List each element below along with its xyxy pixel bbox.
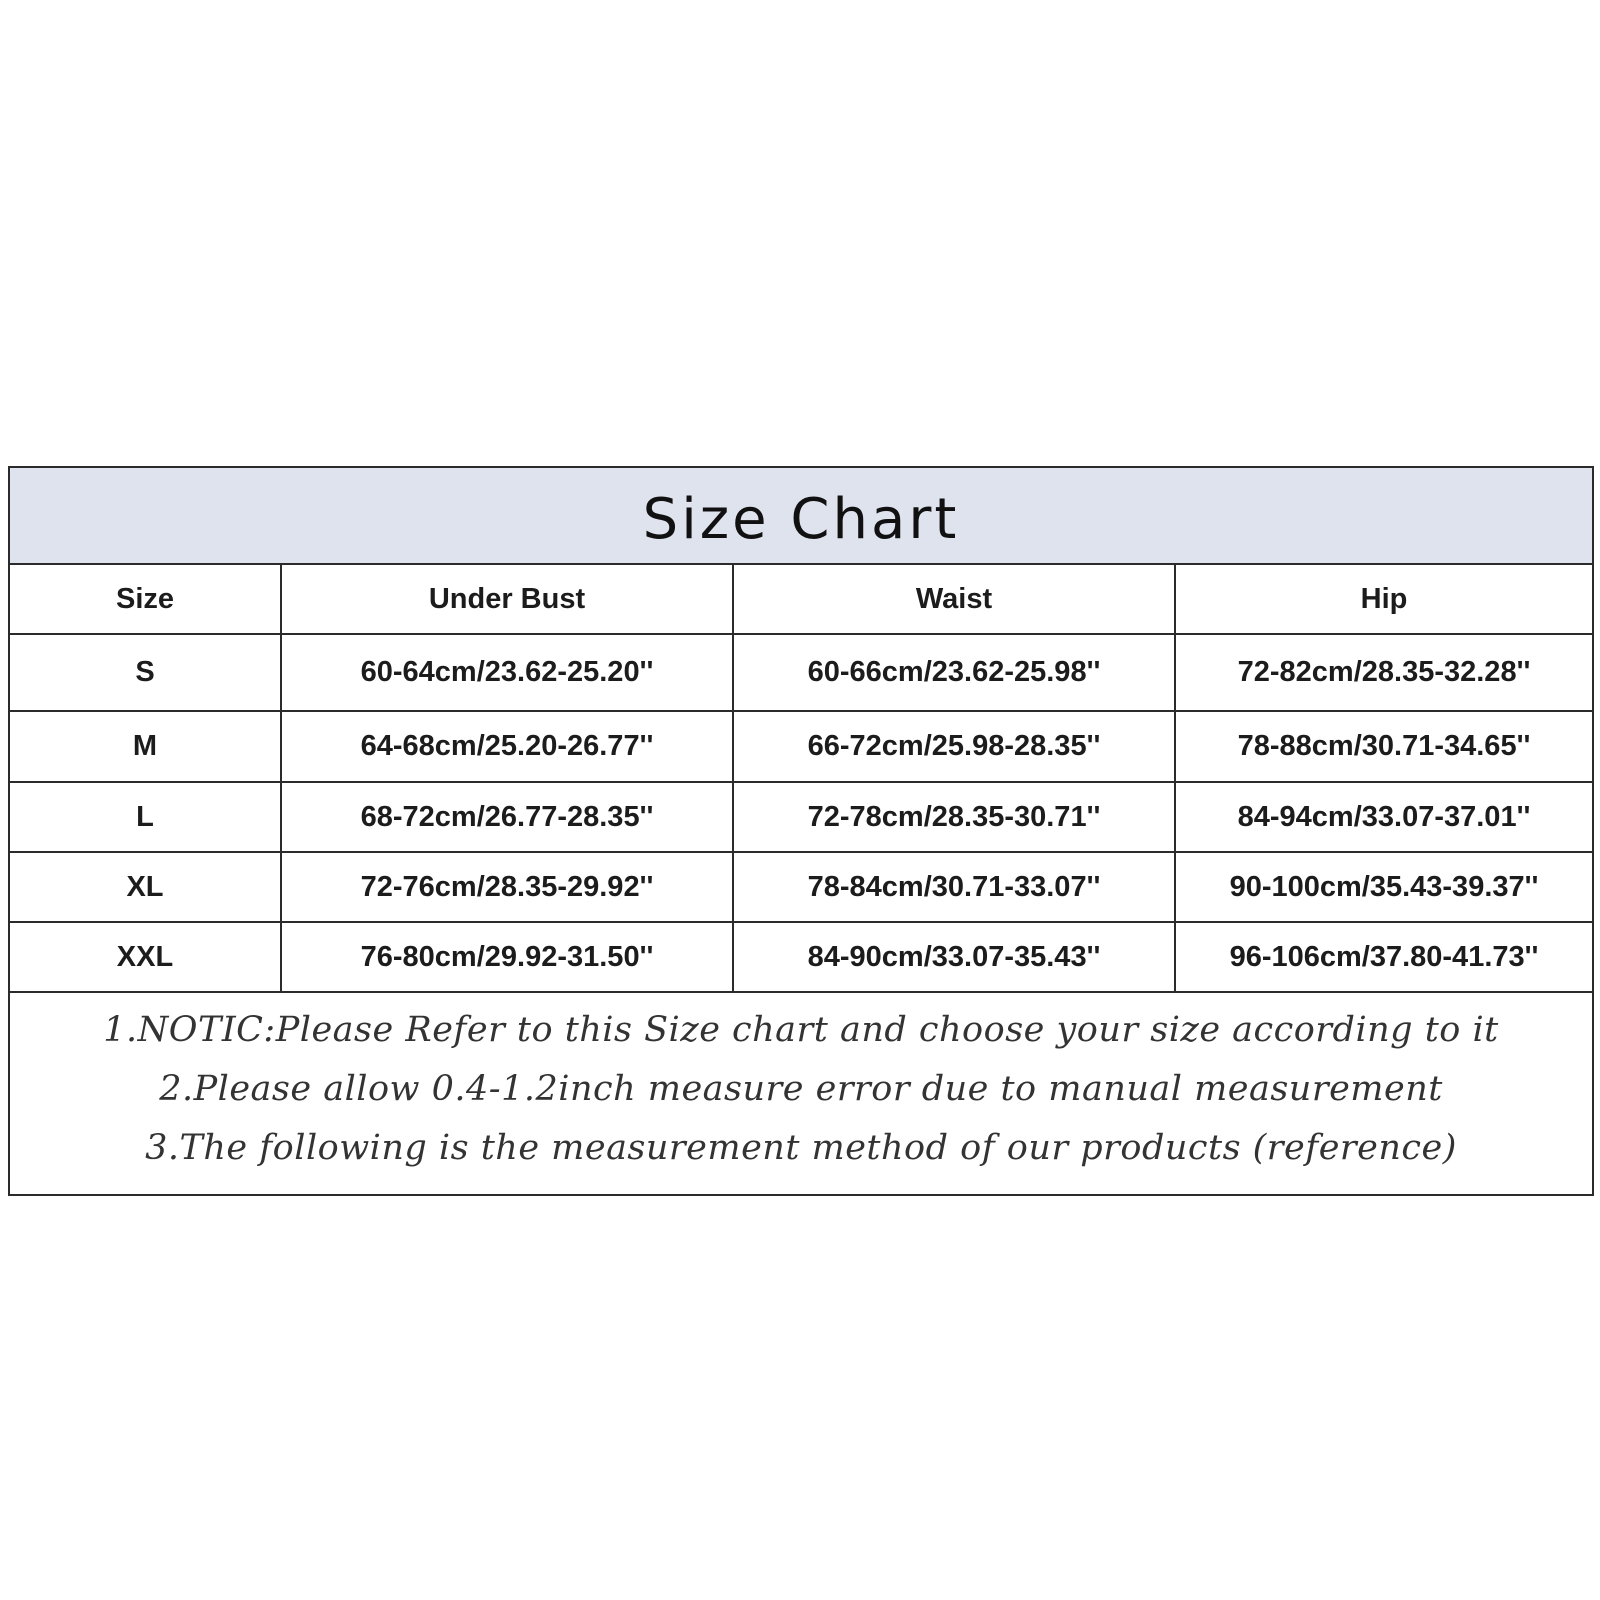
column-header-hip: Hip <box>1175 565 1592 634</box>
waist-cell: 78-84cm/30.71-33.07'' <box>733 852 1175 922</box>
size-cell: S <box>10 634 281 711</box>
column-header-waist: Waist <box>733 565 1175 634</box>
chart-title: Size Chart <box>642 486 960 552</box>
column-header-size: Size <box>10 565 281 634</box>
waist-cell: 72-78cm/28.35-30.71'' <box>733 782 1175 852</box>
under-bust-cell: 76-80cm/29.92-31.50'' <box>281 922 733 992</box>
size-table <box>10 565 1592 993</box>
size-chart <box>8 466 1594 1196</box>
hip-cell: 78-88cm/30.71-34.65'' <box>1175 711 1592 782</box>
note-line-1: 1.NOTIC:Please Refer to this Size chart and choose your size according to it <box>103 1010 1499 1050</box>
table-header-row <box>10 565 1592 634</box>
size-cell: XL <box>10 852 281 922</box>
under-bust-cell: 64-68cm/25.20-26.77'' <box>281 711 733 782</box>
title-bar <box>10 468 1592 565</box>
waist-cell: 84-90cm/33.07-35.43'' <box>733 922 1175 992</box>
note-line-2: 2.Please allow 0.4-1.2inch measure error due to manual measurement <box>159 1069 1443 1109</box>
notes-section <box>10 993 1592 1178</box>
waist-cell: 60-66cm/23.62-25.98'' <box>733 634 1175 711</box>
size-cell: L <box>10 782 281 852</box>
table-row <box>10 711 1592 782</box>
table-row <box>10 782 1592 852</box>
under-bust-cell: 72-76cm/28.35-29.92'' <box>281 852 733 922</box>
size-cell: M <box>10 711 281 782</box>
size-cell: XXL <box>10 922 281 992</box>
note-line-3: 3.The following is the measurement method of our products (reference) <box>145 1128 1457 1168</box>
table-row <box>10 922 1592 992</box>
hip-cell: 96-106cm/37.80-41.73'' <box>1175 922 1592 992</box>
table-row <box>10 634 1592 711</box>
table-row <box>10 852 1592 922</box>
under-bust-cell: 68-72cm/26.77-28.35'' <box>281 782 733 852</box>
hip-cell: 90-100cm/35.43-39.37'' <box>1175 852 1592 922</box>
waist-cell: 66-72cm/25.98-28.35'' <box>733 711 1175 782</box>
under-bust-cell: 60-64cm/23.62-25.20'' <box>281 634 733 711</box>
hip-cell: 72-82cm/28.35-32.28'' <box>1175 634 1592 711</box>
hip-cell: 84-94cm/33.07-37.01'' <box>1175 782 1592 852</box>
column-header-under-bust: Under Bust <box>281 565 733 634</box>
